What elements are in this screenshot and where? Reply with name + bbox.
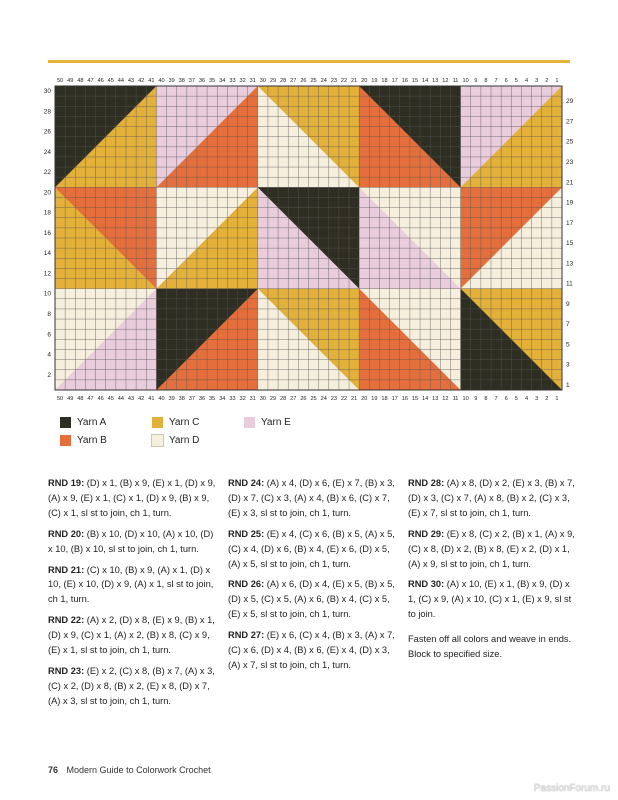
column-number-top: 34	[219, 78, 226, 84]
legend-swatch	[152, 435, 163, 446]
row-number-left: 30	[43, 88, 51, 96]
book-title: Modern Guide to Colorwork Crochet	[66, 765, 211, 775]
instruction-round	[48, 476, 218, 521]
row-number-left: 22	[43, 169, 51, 177]
round-text: (A) x 8, (D) x 2, (E) x 3, (B) x 7, (D) x 3, (C) x 7, (A) x 8, (B) x 2, (C) x 3, (E) x 7, sl st to join, ch 1, turn.	[408, 478, 575, 518]
instruction-round	[228, 628, 398, 673]
row-number-right: 27	[566, 118, 574, 126]
column-number-top: 43	[127, 78, 135, 84]
column-number-bottom: 24	[320, 396, 327, 402]
column-number-top: 20	[361, 78, 368, 84]
row-number-right: 19	[566, 199, 574, 207]
column-number-bottom: 9	[474, 396, 478, 402]
column-number-top: 45	[107, 78, 114, 84]
column-number-top: 21	[351, 78, 358, 84]
round-text: (C) x 10, (B) x 9, (A) x 1, (D) x 10, (E) x 10, (D) x 9, (A) x 1, sl st to join, ch 1, turn.	[48, 564, 214, 605]
column-number-bottom: 5	[514, 396, 518, 402]
instruction-round	[228, 527, 398, 572]
column-number-bottom: 41	[148, 396, 155, 402]
column-number-bottom: 30	[259, 396, 266, 402]
column-number-bottom: 39	[168, 396, 175, 402]
column-number-bottom: 38	[178, 396, 185, 402]
round-text: (D) x 1, (B) x 9, (E) x 1, (D) x 9, (A) x 9, (E) x 1, (C) x 1, (D) x 9, (B) x 9, (C) x 1, sl st to join, ch 1, turn.	[48, 478, 216, 518]
column-number-top: 17	[391, 78, 398, 84]
row-number-right: 29	[566, 98, 574, 106]
column-number-bottom: 42	[138, 396, 145, 402]
column-number-bottom: 14	[421, 396, 429, 402]
column-number-bottom: 50	[56, 396, 64, 402]
round-label: RND 21:	[48, 564, 87, 575]
legend-label: Yarn A	[77, 417, 107, 428]
round-text: (E) x 6, (C) x 4, (B) x 3, (A) x 7, (C) x 6, (D) x 4, (B) x 6, (E) x 4, (D) x 3, (A) x 7, sl st to join, ch 1, turn.	[228, 630, 395, 670]
round-label: RND 26:	[228, 579, 267, 590]
round-label: RND 25:	[228, 528, 267, 539]
round-text: (A) x 4, (D) x 6, (E) x 7, (B) x 3, (D) x 7, (C) x 3, (A) x 4, (B) x 6, (C) x 7, (E) x 3, sl st to join, ch 1, turn.	[228, 478, 395, 518]
column-number-top: 32	[239, 78, 246, 84]
column-number-top: 38	[178, 78, 185, 84]
column-number-bottom: 44	[117, 396, 125, 402]
column-number-bottom: 1	[555, 396, 559, 402]
column-number-top: 6	[504, 78, 508, 84]
round-label: RND 30:	[408, 579, 447, 590]
column-number-top: 1	[555, 78, 559, 84]
column-number-bottom: 40	[158, 396, 165, 402]
column-number-top: 24	[320, 78, 327, 84]
column-number-top: 36	[198, 78, 206, 84]
column-number-bottom: 22	[340, 396, 348, 402]
round-text: (A) x 2, (D) x 8, (E) x 9, (B) x 1, (D) x 9, (C) x 1, (A) x 2, (B) x 8, (C) x 9, (E) x 1, sl st to join, ch 1, turn.	[48, 615, 215, 656]
instruction-round	[228, 577, 398, 622]
column-number-bottom: 3	[535, 396, 539, 402]
row-number-right: 23	[566, 159, 574, 166]
row-number-right: 15	[566, 240, 574, 248]
instruction-round	[48, 563, 218, 608]
column-number-top: 5	[514, 78, 518, 84]
legend-swatch	[60, 417, 71, 428]
row-number-left: 12	[43, 270, 51, 278]
column-number-bottom: 31	[249, 396, 256, 402]
row-number-left: 18	[43, 209, 51, 217]
column-number-top: 19	[371, 78, 378, 84]
round-label: RND 29:	[408, 528, 447, 539]
column-number-bottom: 46	[97, 396, 104, 402]
legend-swatch	[244, 417, 255, 428]
instruction-round	[408, 527, 578, 572]
row-number-right: 17	[566, 219, 574, 227]
instruction-round	[48, 613, 218, 658]
column-number-top: 13	[432, 78, 439, 84]
legend-label: Yarn D	[169, 435, 200, 446]
row-number-right: 5	[566, 341, 570, 349]
column-number-bottom: 33	[229, 396, 236, 402]
instruction-round	[48, 527, 218, 557]
column-number-top: 12	[442, 78, 449, 84]
legend-label: Yarn E	[261, 417, 291, 428]
column-number-bottom: 37	[188, 396, 196, 402]
column-number-bottom: 27	[290, 396, 297, 402]
round-text: (A) x 10, (E) x 1, (B) x 9, (D) x 1, (C) x 9, (A) x 10, (C) x 1, (E) x 9, sl st to join.	[408, 579, 572, 620]
column-number-top: 26	[300, 78, 307, 84]
round-text: (E) x 2, (C) x 8, (B) x 7, (A) x 3, (C) x 2, (D) x 8, (B) x 2, (E) x 8, (D) x 7, (A) x 3, sl st to join, ch 1, turn.	[48, 665, 215, 706]
column-number-bottom: 43	[127, 396, 135, 402]
instruction-round	[408, 476, 578, 521]
instructions-column-1	[48, 476, 218, 715]
round-text: (E) x 4, (C) x 6, (B) x 5, (A) x 5, (C) x 4, (D) x 6, (B) x 4, (E) x 6, (D) x 5, (A) x 5, sl st to join, ch 1, turn.	[228, 528, 395, 569]
column-number-bottom: 47	[87, 396, 94, 402]
column-number-bottom: 2	[545, 396, 549, 402]
row-number-left: 4	[47, 351, 51, 359]
row-number-left: 6	[47, 331, 51, 339]
column-number-top: 37	[188, 78, 196, 84]
row-number-left: 24	[43, 148, 51, 156]
column-number-top: 16	[401, 78, 408, 84]
row-number-right: 7	[566, 321, 570, 329]
column-number-bottom: 7	[494, 396, 498, 402]
column-number-bottom: 35	[209, 396, 216, 402]
row-number-right: 3	[566, 361, 570, 369]
row-number-right: 25	[566, 138, 574, 146]
column-number-top: 33	[229, 78, 236, 84]
column-number-top: 29	[269, 78, 277, 84]
instruction-round	[228, 476, 398, 521]
column-number-bottom: 21	[351, 396, 358, 402]
round-label: RND 27:	[228, 630, 267, 641]
row-number-left: 26	[43, 128, 51, 136]
row-number-left: 14	[43, 250, 51, 258]
column-number-top: 42	[138, 78, 145, 84]
column-number-bottom: 8	[484, 396, 488, 402]
column-number-top: 48	[77, 78, 84, 84]
legend-item-e	[244, 417, 291, 428]
column-number-top: 46	[97, 78, 104, 84]
column-number-top: 27	[290, 78, 297, 84]
column-number-bottom: 49	[67, 396, 74, 402]
column-number-bottom: 28	[280, 396, 287, 402]
round-text: (A) x 6, (D) x 4, (E) x 5, (B) x 5, (D) x 5, (C) x 5, (A) x 6, (B) x 4, (C) x 5, (E) x 5, sl st to join, ch 1, turn.	[228, 579, 395, 620]
row-number-right: 13	[566, 260, 574, 268]
column-number-bottom: 20	[361, 396, 368, 402]
column-number-bottom: 12	[442, 396, 449, 402]
column-number-bottom: 36	[198, 396, 206, 402]
column-number-top: 10	[462, 78, 469, 84]
round-label: RND 20:	[48, 528, 87, 539]
column-number-bottom: 32	[239, 396, 246, 402]
legend-item-a	[60, 417, 106, 428]
instructions-column-2	[228, 476, 398, 679]
column-number-top: 23	[330, 78, 337, 84]
round-label: RND 24:	[228, 478, 267, 488]
legend-item-d	[152, 435, 199, 446]
legend-item-b	[60, 435, 107, 446]
page-footer	[48, 765, 211, 775]
round-label: RND 23:	[48, 665, 87, 676]
column-number-bottom: 16	[401, 396, 408, 402]
instruction-round	[408, 577, 578, 622]
column-number-bottom: 23	[330, 396, 337, 402]
column-number-top: 7	[494, 78, 498, 84]
column-number-top: 41	[148, 78, 155, 84]
column-number-top: 44	[117, 78, 125, 84]
round-text: Fasten off all colors and weave in ends. Block to specified size.	[408, 634, 572, 660]
round-label: RND 28:	[408, 478, 447, 488]
column-number-top: 3	[535, 78, 539, 84]
round-text: (B) x 10, (D) x 10, (A) x 10, (D) x 10, (B) x 10, sl st to join, ch 1, turn.	[48, 528, 214, 554]
column-number-top: 35	[209, 78, 216, 84]
legend-label: Yarn B	[77, 435, 107, 446]
column-number-top: 9	[474, 78, 478, 84]
column-number-top: 4	[524, 78, 529, 84]
column-number-top: 49	[67, 78, 74, 84]
column-number-top: 18	[381, 78, 388, 84]
column-number-bottom: 6	[504, 396, 508, 402]
column-number-bottom: 48	[77, 396, 84, 402]
row-number-left: 8	[47, 311, 51, 318]
row-number-right: 21	[566, 179, 574, 187]
row-number-right: 1	[566, 381, 570, 389]
column-number-top: 2	[545, 78, 549, 84]
page-number: 76	[48, 765, 59, 775]
legend-item-c	[152, 417, 199, 428]
column-number-top: 8	[484, 78, 488, 84]
column-number-top: 40	[158, 78, 165, 84]
row-number-left: 16	[43, 229, 51, 237]
column-number-bottom: 18	[381, 396, 388, 402]
column-number-bottom: 10	[462, 396, 469, 402]
column-number-top: 47	[87, 78, 94, 84]
row-number-left: 28	[43, 108, 51, 116]
round-text: (E) x 8, (C) x 2, (B) x 1, (A) x 9, (C) x 8, (D) x 2, (B) x 8, (E) x 2, (D) x 1, (A) x 9, sl st to join, ch 1, turn.	[408, 528, 575, 569]
column-number-bottom: 45	[107, 396, 114, 402]
column-number-bottom: 11	[452, 396, 459, 402]
legend-label: Yarn C	[169, 417, 200, 428]
column-number-bottom: 17	[391, 396, 398, 402]
round-label: RND 19:	[48, 478, 87, 488]
row-number-right: 9	[566, 300, 570, 308]
column-number-top: 31	[249, 78, 256, 84]
column-number-bottom: 34	[219, 396, 226, 402]
column-number-bottom: 25	[310, 396, 317, 402]
instruction-round	[408, 632, 578, 662]
column-number-bottom: 19	[371, 396, 378, 402]
column-number-top: 25	[310, 78, 317, 84]
column-number-top: 15	[411, 78, 419, 84]
column-number-top: 28	[280, 78, 287, 84]
column-number-bottom: 29	[269, 396, 277, 402]
column-number-bottom: 13	[432, 396, 439, 402]
row-number-right: 11	[566, 280, 573, 288]
column-number-bottom: 26	[300, 396, 307, 402]
row-number-left: 2	[47, 371, 51, 379]
instruction-round	[48, 664, 218, 709]
legend-swatch	[152, 417, 163, 428]
column-number-top: 30	[259, 78, 266, 84]
column-number-bottom: 4	[524, 396, 529, 402]
row-number-left: 10	[43, 290, 51, 298]
round-label: RND 22:	[48, 615, 87, 626]
instructions-column-3	[408, 476, 578, 668]
legend-swatch	[60, 435, 71, 446]
column-number-top: 11	[452, 78, 459, 84]
column-number-top: 39	[168, 78, 175, 84]
column-number-top: 14	[421, 78, 429, 84]
column-number-top: 22	[340, 78, 348, 84]
row-number-left: 20	[43, 189, 51, 197]
watermark: PassionForum.ru	[533, 783, 610, 794]
column-number-bottom: 15	[411, 396, 419, 402]
column-number-top: 50	[56, 78, 64, 84]
